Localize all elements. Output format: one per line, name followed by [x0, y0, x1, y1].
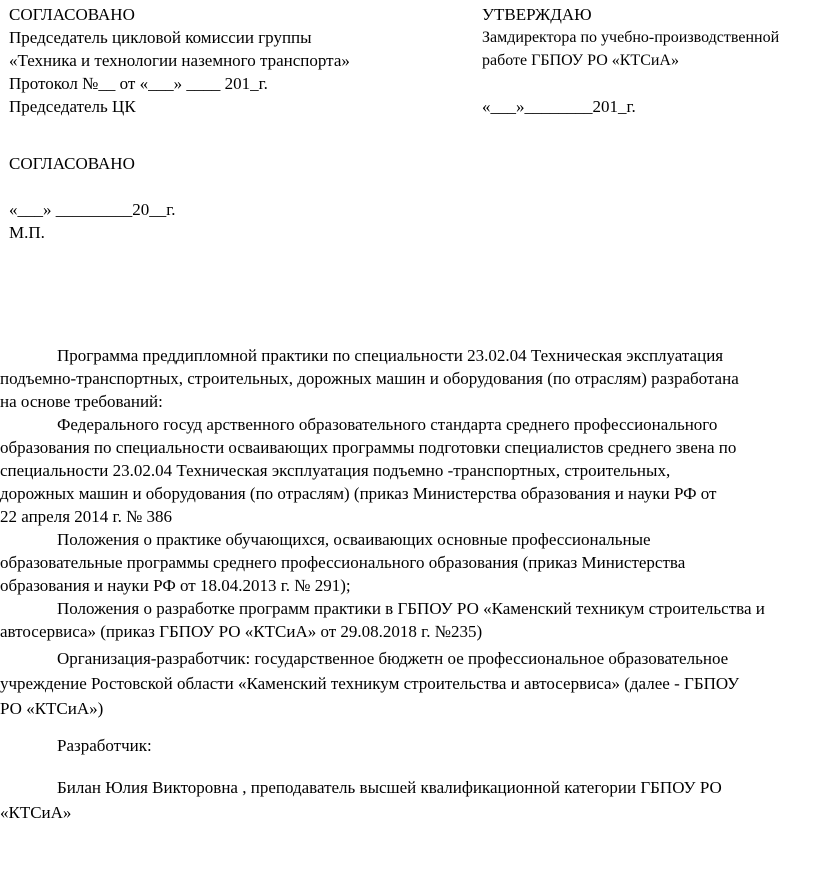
approval-left-line-1: Председатель цикловой комиссии группы [9, 28, 312, 47]
approval-left-line-3: Протокол №__ от «___» ____ 201_г. [9, 74, 268, 93]
organization-developer [0, 646, 816, 721]
program-line: Положения о разработке программ практики в ГБПОУ РО «Каменский техникум строительства и [57, 599, 765, 618]
approval-right-date: «___»________201_г. [482, 97, 636, 116]
developer-block [0, 775, 816, 825]
program-line: 22 апреля 2014 г. № 386 [0, 507, 173, 526]
approval-left [9, 3, 350, 118]
organization-line-3: РО «КТСиА») [0, 699, 104, 718]
program-line: дорожных машин и оборудования (по отраслям) (приказ Министерства образования и науки РФ от [0, 484, 717, 503]
program-description [0, 344, 816, 643]
program-line: образовательные программы среднего профессионального образования (приказ Министерства [0, 553, 686, 572]
organization-line-2: учреждение Ростовской области «Каменский техникум строительства и автосервиса» (далее - ГБПОУ [0, 674, 740, 693]
program-line: Положения о практике обучающихся, осваивающих основные профессиональные [57, 530, 651, 549]
spacer [9, 175, 176, 198]
approval-left-line-2: «Техника и технологии наземного транспорта» [9, 51, 350, 70]
program-line: автосервиса» (приказ ГБПОУ РО «КТСиА» от 29.08.2018 г. №235) [0, 622, 483, 641]
developer-line-1: Билан Юлия Викторовна , преподаватель высшей квалификационной категории ГБПОУ РО [57, 778, 722, 797]
developer-line-2: «КТСиА» [0, 803, 72, 822]
approval-left-line-4: Председатель ЦК [9, 97, 136, 116]
program-line: Программа преддипломной практики по специальности 23.02.04 Техническая эксплуатация [57, 346, 724, 365]
developer-label: Разработчик: [57, 736, 152, 755]
program-line: образования и науки РФ от 18.04.2013 г. № 291); [0, 576, 351, 595]
approval-right-line-2: работе ГБПОУ РО «КТСиА» [482, 52, 679, 69]
program-line: специальности 23.02.04 Техническая эксплуатация подъемно -транспортных, строительных, [0, 461, 671, 480]
organization-line-1: Организация-разработчик: государственное бюджетн ое профессиональное образовательное [57, 649, 729, 668]
approval-second [9, 152, 176, 244]
approval-right-line-1: Замдиректора по учебно-производственной [482, 29, 780, 46]
program-line: на основе требований: [0, 392, 163, 411]
program-line: подъемно-транспортных, строительных, дорожных машин и оборудования (по отраслям) разработана [0, 369, 739, 388]
approval-second-heading: СОГЛАСОВАНО [9, 154, 135, 173]
developer-label-block [0, 734, 816, 757]
program-line: Федерального госуд арственного образовательного стандарта среднего профессионального [57, 415, 718, 434]
approval-second-date: «___» _________20__г. [9, 200, 176, 219]
stamp-place: М.П. [9, 223, 45, 242]
spacer [482, 72, 816, 95]
approval-left-heading: СОГЛАСОВАНО [9, 5, 135, 24]
program-line: образования по специальности осваивающих программы подготовки специалистов среднего звена по [0, 438, 737, 457]
approval-right [482, 3, 816, 118]
approval-right-heading: УТВЕРЖДАЮ [482, 5, 592, 24]
